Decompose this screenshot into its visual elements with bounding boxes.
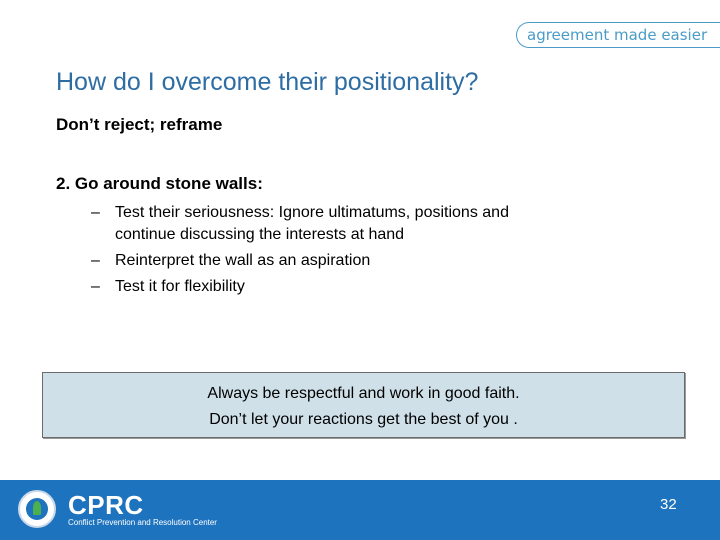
tagline-logo: agreement made easier: [516, 22, 720, 48]
slide-subtitle: Don’t reject; reframe: [56, 115, 223, 134]
bullet-item: [91, 202, 571, 246]
bullet-list: [91, 202, 571, 302]
brand-logo-text: CPRC: [68, 490, 144, 520]
bullet-text: Test it for flexibility: [115, 278, 245, 295]
bullet-item: [91, 250, 571, 272]
bullet-text: Reinterpret the wall as an aspiration: [115, 252, 371, 269]
bullet-text: Test their seriousness: Ignore ultimatums, positions and continue discussing the interests at hand: [115, 204, 509, 243]
bullet-dash: –: [91, 278, 100, 295]
epa-seal-icon: [18, 490, 56, 528]
page-number: 32: [660, 496, 677, 513]
footer-bar: [0, 480, 720, 540]
slide-title: How do I overcome their positionality?: [56, 68, 479, 96]
bullet-dash: –: [91, 204, 100, 221]
callout-line-2: Don’t let your reactions get the best of you .: [209, 411, 518, 428]
section-heading: 2. Go around stone walls:: [56, 174, 263, 193]
callout-box: [42, 372, 685, 438]
callout-line-1: Always be respectful and work in good faith.: [207, 385, 520, 402]
bullet-dash: –: [91, 252, 100, 269]
bullet-item: [91, 276, 571, 298]
brand-subtitle: Conflict Prevention and Resolution Center: [68, 518, 217, 527]
